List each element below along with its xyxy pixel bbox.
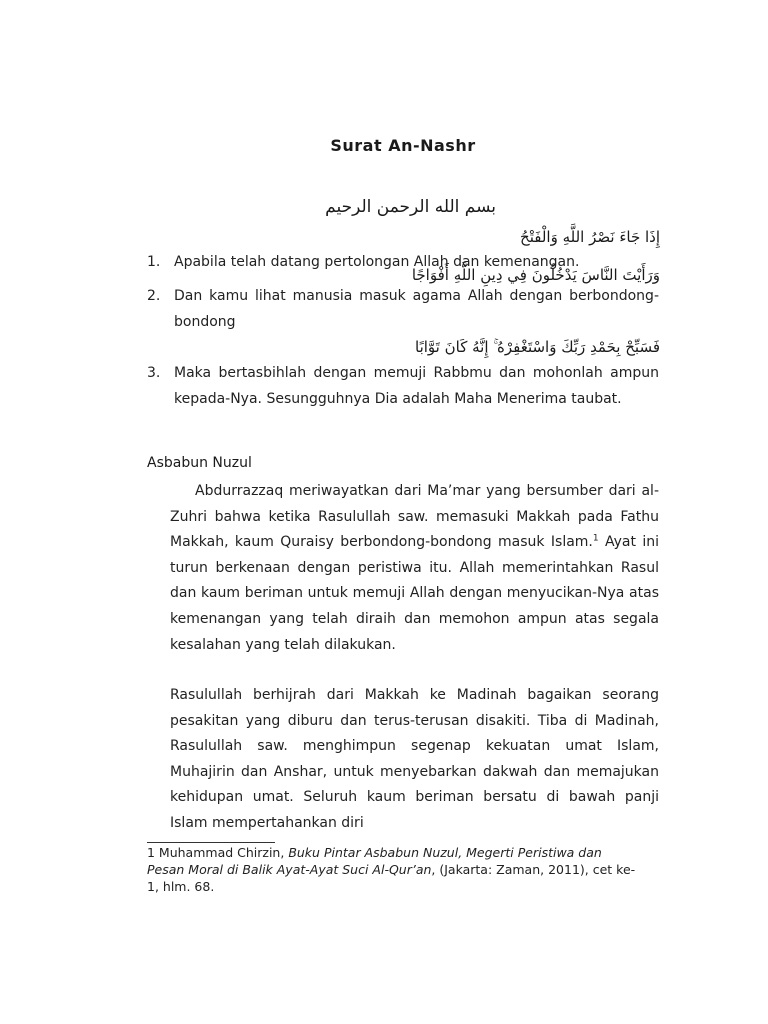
paragraph-1-text: Abdurrazzaq meriwayatkan dari Ma’mar yang bersumber dari al-Zuhri bahwa ketika Rasulullah saw. memasuki Makkah pada Fathu Makkah, kaum Quraisy berbondong-bondong masuk Islam.	[170, 483, 659, 551]
translation-text: Dan kamu lihat manusia masuk agama Allah dengan berbondong-bondong	[174, 288, 659, 330]
footnote-book-title: Buku Pintar Asbabun Nuzul, Megerti Peristiwa dan Pesan Moral di Balik Ayat-Ayat Suci Al-Qur’an	[147, 845, 602, 877]
paragraph-1	[170, 479, 659, 658]
footnote-number: 1	[147, 845, 155, 860]
paragraph-2: Rasulullah berhijrah dari Makkah ke Madinah bagaikan seorang pesakitan yang diburu dan terus-terusan disakiti. Tiba di Madinah, Rasulullah saw. menghimpun segenap kekuatan umat Islam, Muhajirin dan Anshar, untuk menyebarkan dakwah dan memajukan kehidupan umat. Seluruh kaum beriman bersatu di bawah panji Islam mempertahankan diri	[170, 687, 659, 831]
paragraph-1-continuation: Ayat ini turun berkenaan dengan peristiwa itu. Allah memerintahkan Rasul dan kaum beriman untuk memuji Allah dengan menyucikan-Nya atas kemenangan yang telah diraih dan memohon ampun atas segala kesalahan yang telah dilakukan.	[170, 534, 659, 653]
bismillah: بسم الله الرحمن الرحيم	[325, 197, 496, 217]
footnote-author: Muhammad Chirzin,	[154, 845, 289, 860]
list-number: 3.	[147, 365, 161, 381]
footnote-reference[interactable]: 1	[592, 533, 599, 544]
list-number: 1.	[147, 254, 161, 270]
translation-text: Apabila telah datang pertolongan Allah dan kemenangan.	[174, 254, 580, 270]
section-heading-asbabun-nuzul: Asbabun Nuzul	[147, 455, 252, 471]
ayah-3-arabic: فَسَبِّحْ بِحَمْدِ رَبِّكَ وَاسْتَغْفِرْهُ ۚ إِنَّهُ كَانَ تَوَّابًا	[415, 338, 660, 356]
document-title: Surat An-Nashr	[330, 136, 476, 155]
ayah-2-translation	[147, 284, 659, 335]
ayah-1-arabic: إِذَا جَاءَ نَصْرُ اللَّهِ وَالْفَتْحُ	[520, 228, 660, 246]
list-number: 2.	[147, 288, 161, 304]
ayah-2-arabic: وَرَأَيْتَ النَّاسَ يَدْخُلُونَ فِي دِينِ اللَّهِ أَفْوَاجًا	[411, 266, 660, 284]
translation-text: Maka bertasbihlah dengan memuji Rabbmu dan mohonlah ampun kepada-Nya. Sesungguhnya Dia adalah Maha Menerima taubat.	[174, 365, 659, 407]
footnote-publication: , (Jakarta: Zaman, 2011), cet ke-1, hlm. 68.	[147, 862, 636, 894]
footnote-1	[147, 844, 637, 895]
footnote-divider	[147, 842, 275, 843]
ayah-3-translation	[147, 361, 659, 412]
